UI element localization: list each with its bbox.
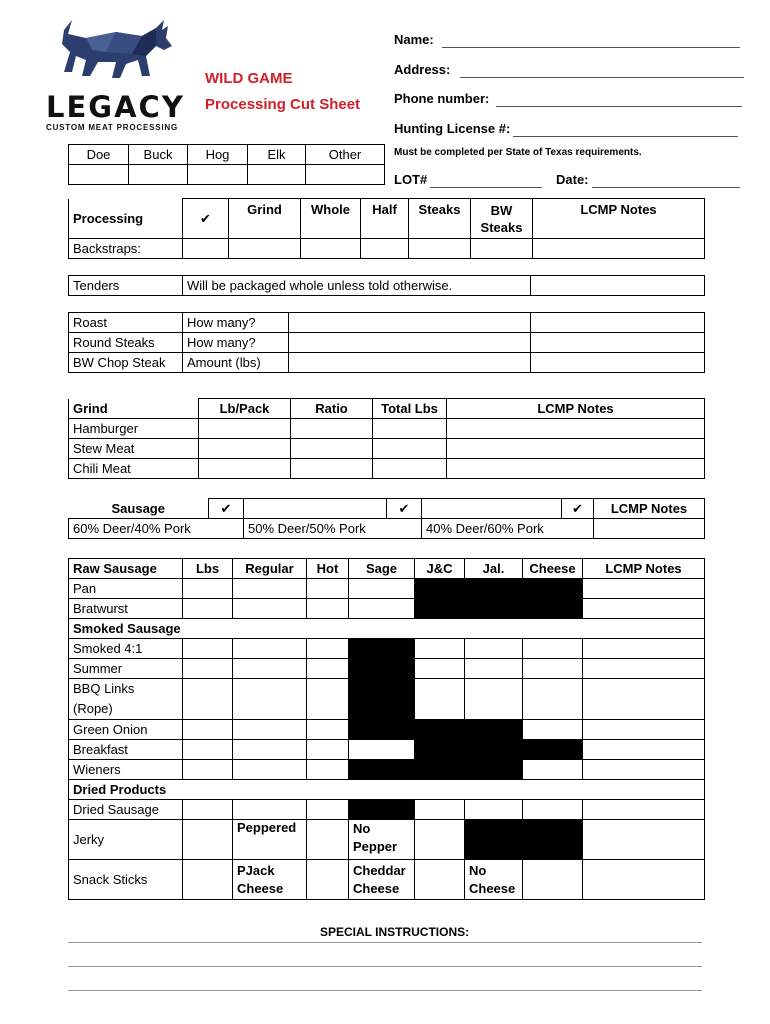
dried-sausage-jal[interactable] — [465, 800, 523, 820]
special-line-2[interactable] — [68, 966, 702, 967]
snack-sticks-hot[interactable] — [307, 860, 349, 900]
breakfast-lbs[interactable] — [183, 740, 233, 760]
bratwurst-lbs[interactable] — [183, 599, 233, 619]
no-cheese-cheese-label: Cheese — [469, 880, 516, 896]
animal-elk: Elk — [248, 145, 306, 165]
summer-lbs[interactable] — [183, 659, 233, 679]
whole-header: Whole — [301, 199, 361, 239]
wieners-hot[interactable] — [307, 760, 349, 780]
grind-header: Grind — [229, 199, 301, 239]
raw-sausage-header: Raw Sausage — [69, 559, 183, 579]
sausage-blank-1 — [244, 499, 387, 519]
name-field[interactable] — [442, 47, 740, 48]
pjack-label: PJack — [237, 862, 275, 878]
jerky-no-pepper[interactable] — [349, 820, 415, 860]
jc-header: J&C — [415, 559, 465, 579]
no-cheese-no-label: No — [469, 862, 487, 878]
green-onion-regular[interactable] — [233, 720, 307, 740]
processing-notes-header: LCMP Notes — [533, 199, 705, 239]
processing-header: Processing — [69, 199, 183, 239]
special-line-3[interactable] — [68, 990, 702, 991]
dried-sausage-notes[interactable] — [583, 800, 705, 820]
bratwurst-notes[interactable] — [583, 599, 705, 619]
cheese-header: Cheese — [523, 559, 583, 579]
date-field[interactable] — [592, 187, 740, 188]
jerky-jal — [465, 820, 523, 860]
wieners-cheese[interactable] — [523, 760, 583, 780]
snack-no-cheese[interactable] — [465, 860, 523, 900]
smoked-41-regular[interactable] — [233, 639, 307, 659]
snack-sticks-notes[interactable] — [583, 860, 705, 900]
animal-table — [68, 144, 385, 185]
check-icon: ✔ — [572, 500, 583, 516]
pan-lbs[interactable] — [183, 579, 233, 599]
wieners-notes[interactable] — [583, 760, 705, 780]
backstraps-bw-steaks[interactable] — [471, 239, 533, 259]
address-label: Address: — [394, 62, 451, 77]
green-onion-hot[interactable] — [307, 720, 349, 740]
hot-header: Hot — [307, 559, 349, 579]
cheddar-label: Cheddar — [353, 862, 406, 878]
animal-hog: Hog — [188, 145, 248, 165]
cuts-table — [68, 312, 705, 373]
jerky-notes[interactable] — [583, 820, 705, 860]
chili-meat-ratio[interactable] — [291, 459, 373, 479]
bw-chop-value[interactable] — [289, 353, 531, 373]
round-steaks-notes[interactable] — [531, 333, 705, 353]
dried-sausage-label: Dried Sausage — [69, 800, 183, 820]
animal-hog-box[interactable] — [188, 165, 248, 185]
roast-value[interactable] — [289, 313, 531, 333]
breakfast-cheese — [523, 740, 583, 760]
summer-hot[interactable] — [307, 659, 349, 679]
summer-cheese[interactable] — [523, 659, 583, 679]
bbq-links-line2: (Rope) — [73, 701, 113, 716]
date-label: Date: — [556, 172, 589, 187]
animal-doe-box[interactable] — [69, 165, 129, 185]
pan-jc — [415, 579, 465, 599]
title-line1: WILD GAME — [205, 70, 293, 87]
phone-field[interactable] — [496, 106, 742, 107]
summer-notes[interactable] — [583, 659, 705, 679]
jerky-no-label: No — [353, 821, 371, 836]
green-onion-jal — [465, 720, 523, 740]
bw-steaks-label: Steaks — [480, 219, 523, 235]
breakfast-hot[interactable] — [307, 740, 349, 760]
sausage-table — [68, 498, 705, 539]
bratwurst-hot[interactable] — [307, 599, 349, 619]
smoked-41-lbs[interactable] — [183, 639, 233, 659]
half-header: Half — [361, 199, 409, 239]
bw-chop-label: BW Chop Steak — [69, 353, 183, 373]
snack-cheddar-cheese[interactable] — [349, 860, 415, 900]
round-steaks-label: Round Steaks — [69, 333, 183, 353]
processing-table — [68, 198, 705, 259]
sausage-check-3[interactable] — [562, 499, 594, 519]
wieners-jal — [465, 760, 523, 780]
bull-icon — [46, 16, 182, 86]
bratwurst-cheese — [523, 599, 583, 619]
smoked-41-sage — [349, 639, 415, 659]
dried-sausage-lbs[interactable] — [183, 800, 233, 820]
sausage-check-2[interactable] — [387, 499, 422, 519]
jerky-jc[interactable] — [415, 820, 465, 860]
chili-meat-label: Chili Meat — [69, 459, 199, 479]
processing-check-header — [183, 199, 229, 239]
wieners-jc — [415, 760, 465, 780]
bbq-jc[interactable] — [415, 679, 465, 720]
pan-notes[interactable] — [583, 579, 705, 599]
dried-sausage-cheese[interactable] — [523, 800, 583, 820]
cheddar-cheese-label: Cheese — [353, 880, 400, 896]
special-instructions-label: SPECIAL INSTRUCTIONS: — [320, 925, 470, 939]
tenders-label: Tenders — [69, 276, 183, 296]
sausage-option-40-60[interactable]: 40% Deer/60% Pork — [422, 519, 594, 539]
hamburger-ratio[interactable] — [291, 419, 373, 439]
check-icon: ✔ — [220, 500, 232, 516]
animal-buck-box[interactable] — [129, 165, 188, 185]
lot-field[interactable] — [430, 187, 542, 188]
smoked-sausage-title: Smoked Sausage — [69, 619, 705, 639]
round-steaks-value[interactable] — [289, 333, 531, 353]
bbq-jal[interactable] — [465, 679, 523, 720]
hamburger-label: Hamburger — [69, 419, 199, 439]
stew-meat-lb-pack[interactable] — [199, 439, 291, 459]
sausage-products-table — [68, 558, 705, 900]
brand-name: LEGACY — [46, 90, 185, 124]
total-lbs-header: Total Lbs — [373, 399, 447, 419]
pan-hot[interactable] — [307, 579, 349, 599]
summer-jc[interactable] — [415, 659, 465, 679]
bbq-hot[interactable] — [307, 679, 349, 720]
wieners-sage — [349, 760, 415, 780]
tenders-notes-cell[interactable] — [531, 276, 705, 296]
snack-sticks-label: Snack Sticks — [69, 860, 183, 900]
bbq-lbs[interactable] — [183, 679, 233, 720]
logo — [46, 16, 185, 132]
animal-other: Other — [306, 145, 385, 165]
bw-steaks-header — [471, 199, 533, 239]
bbq-links-label — [69, 679, 183, 720]
jal-header: Jal. — [465, 559, 523, 579]
sausage-notes-header: LCMP Notes — [594, 499, 705, 519]
smoked-41-hot[interactable] — [307, 639, 349, 659]
breakfast-jal — [465, 740, 523, 760]
sausage-notes-cell[interactable] — [594, 519, 705, 539]
ratio-header: Ratio — [291, 399, 373, 419]
bbq-sage — [349, 679, 415, 720]
raw-notes-header: LCMP Notes — [583, 559, 705, 579]
snack-sticks-jc[interactable] — [415, 860, 465, 900]
roast-question: How many? — [183, 313, 289, 333]
bratwurst-jc — [415, 599, 465, 619]
green-onion-label: Green Onion — [69, 720, 183, 740]
animal-other-box[interactable] — [306, 165, 385, 185]
summer-regular[interactable] — [233, 659, 307, 679]
chili-meat-total[interactable] — [373, 459, 447, 479]
bbq-notes[interactable] — [583, 679, 705, 720]
license-label: Hunting License #: — [394, 121, 511, 136]
grind-title: Grind — [69, 399, 199, 419]
green-onion-sage — [349, 720, 415, 740]
phone-label: Phone number: — [394, 91, 490, 106]
grind-table — [68, 398, 705, 479]
stew-meat-total[interactable] — [373, 439, 447, 459]
smoked-41-cheese[interactable] — [523, 639, 583, 659]
bw-label: BW — [490, 202, 513, 218]
tenders-table — [68, 275, 705, 296]
hamburger-total[interactable] — [373, 419, 447, 439]
jerky-hot[interactable] — [307, 820, 349, 860]
summer-jal[interactable] — [465, 659, 523, 679]
bw-chop-question: Amount (lbs) — [183, 353, 289, 373]
smoked-41-label: Smoked 4:1 — [69, 639, 183, 659]
backstraps-grind[interactable] — [229, 239, 301, 259]
animal-buck: Buck — [129, 145, 188, 165]
green-onion-jc — [415, 720, 465, 740]
hamburger-lb-pack[interactable] — [199, 419, 291, 439]
roast-notes[interactable] — [531, 313, 705, 333]
snack-pjack-cheese[interactable] — [233, 860, 307, 900]
sage-header: Sage — [349, 559, 415, 579]
sausage-option-50-50[interactable]: 50% Deer/50% Pork — [244, 519, 422, 539]
wieners-lbs[interactable] — [183, 760, 233, 780]
title-line2: Processing Cut Sheet — [205, 96, 361, 113]
pan-cheese — [523, 579, 583, 599]
stew-meat-ratio[interactable] — [291, 439, 373, 459]
lot-label: LOT# — [394, 172, 428, 187]
breakfast-notes[interactable] — [583, 740, 705, 760]
lb-pack-header: Lb/Pack — [199, 399, 291, 419]
backstraps-notes[interactable] — [533, 239, 705, 259]
wieners-label: Wieners — [69, 760, 183, 780]
wieners-regular[interactable] — [233, 760, 307, 780]
grind-notes-header: LCMP Notes — [447, 399, 705, 419]
dried-sausage-hot[interactable] — [307, 800, 349, 820]
dried-products-title: Dried Products — [69, 780, 705, 800]
breakfast-jc — [415, 740, 465, 760]
pan-regular[interactable] — [233, 579, 307, 599]
requirement-note: Must be completed per State of Texas requirements. — [394, 147, 642, 158]
dried-sausage-sage — [349, 800, 415, 820]
smoked-41-notes[interactable] — [583, 639, 705, 659]
jerky-label: Jerky — [69, 820, 183, 860]
bw-chop-notes[interactable] — [531, 353, 705, 373]
hamburger-notes[interactable] — [447, 419, 705, 439]
snack-sticks-lbs[interactable] — [183, 860, 233, 900]
bratwurst-sage[interactable] — [349, 599, 415, 619]
pan-sage[interactable] — [349, 579, 415, 599]
summer-sage — [349, 659, 415, 679]
stew-meat-label: Stew Meat — [69, 439, 199, 459]
chili-meat-lb-pack[interactable] — [199, 459, 291, 479]
backstraps-label: Backstraps: — [69, 239, 183, 259]
bbq-links-line1: BBQ Links — [73, 681, 135, 696]
stew-meat-notes[interactable] — [447, 439, 705, 459]
smoked-41-jc[interactable] — [415, 639, 465, 659]
chili-meat-notes[interactable] — [447, 459, 705, 479]
breakfast-sage[interactable] — [349, 740, 415, 760]
jerky-lbs[interactable] — [183, 820, 233, 860]
pan-jal — [465, 579, 523, 599]
backstraps-check[interactable] — [183, 239, 229, 259]
breakfast-regular[interactable] — [233, 740, 307, 760]
backstraps-steaks[interactable] — [409, 239, 471, 259]
green-onion-cheese[interactable] — [523, 720, 583, 740]
breakfast-label: Breakfast — [69, 740, 183, 760]
lbs-header: Lbs — [183, 559, 233, 579]
regular-header: Regular — [233, 559, 307, 579]
animal-doe: Doe — [69, 145, 129, 165]
sausage-option-60-40[interactable]: 60% Deer/40% Pork — [69, 519, 244, 539]
roast-label: Roast — [69, 313, 183, 333]
jerky-cheese — [523, 820, 583, 860]
bbq-cheese[interactable] — [523, 679, 583, 720]
dried-sausage-regular[interactable] — [233, 800, 307, 820]
smoked-41-jal[interactable] — [465, 639, 523, 659]
bratwurst-jal — [465, 599, 523, 619]
bratwurst-label: Bratwurst — [69, 599, 183, 619]
bbq-regular[interactable] — [233, 679, 307, 720]
round-steaks-question: How many? — [183, 333, 289, 353]
backstraps-half[interactable] — [361, 239, 409, 259]
steaks-header: Steaks — [409, 199, 471, 239]
address-field[interactable] — [460, 77, 744, 78]
jerky-pepper-label: Pepper — [353, 839, 398, 854]
tenders-note: Will be packaged whole unless told otherwise. — [183, 276, 531, 296]
jerky-peppered[interactable]: Peppered — [233, 820, 307, 860]
sausage-blank-2 — [422, 499, 562, 519]
name-label: Name: — [394, 32, 434, 47]
sausage-title: Sausage — [69, 499, 209, 519]
backstraps-whole[interactable] — [301, 239, 361, 259]
pan-label: Pan — [69, 579, 183, 599]
summer-label: Summer — [69, 659, 183, 679]
bratwurst-regular[interactable] — [233, 599, 307, 619]
green-onion-notes[interactable] — [583, 720, 705, 740]
special-line-1[interactable] — [68, 942, 702, 943]
check-icon: ✔ — [200, 210, 211, 226]
snack-sticks-cheese[interactable] — [523, 860, 583, 900]
check-icon: ✔ — [398, 500, 410, 516]
dried-sausage-jc[interactable] — [415, 800, 465, 820]
license-field[interactable] — [513, 136, 738, 137]
animal-elk-box[interactable] — [248, 165, 306, 185]
green-onion-lbs[interactable] — [183, 720, 233, 740]
sausage-check-1[interactable] — [209, 499, 244, 519]
pjack-cheese-label: Cheese — [237, 880, 284, 896]
brand-tagline: CUSTOM MEAT PROCESSING — [46, 123, 178, 132]
